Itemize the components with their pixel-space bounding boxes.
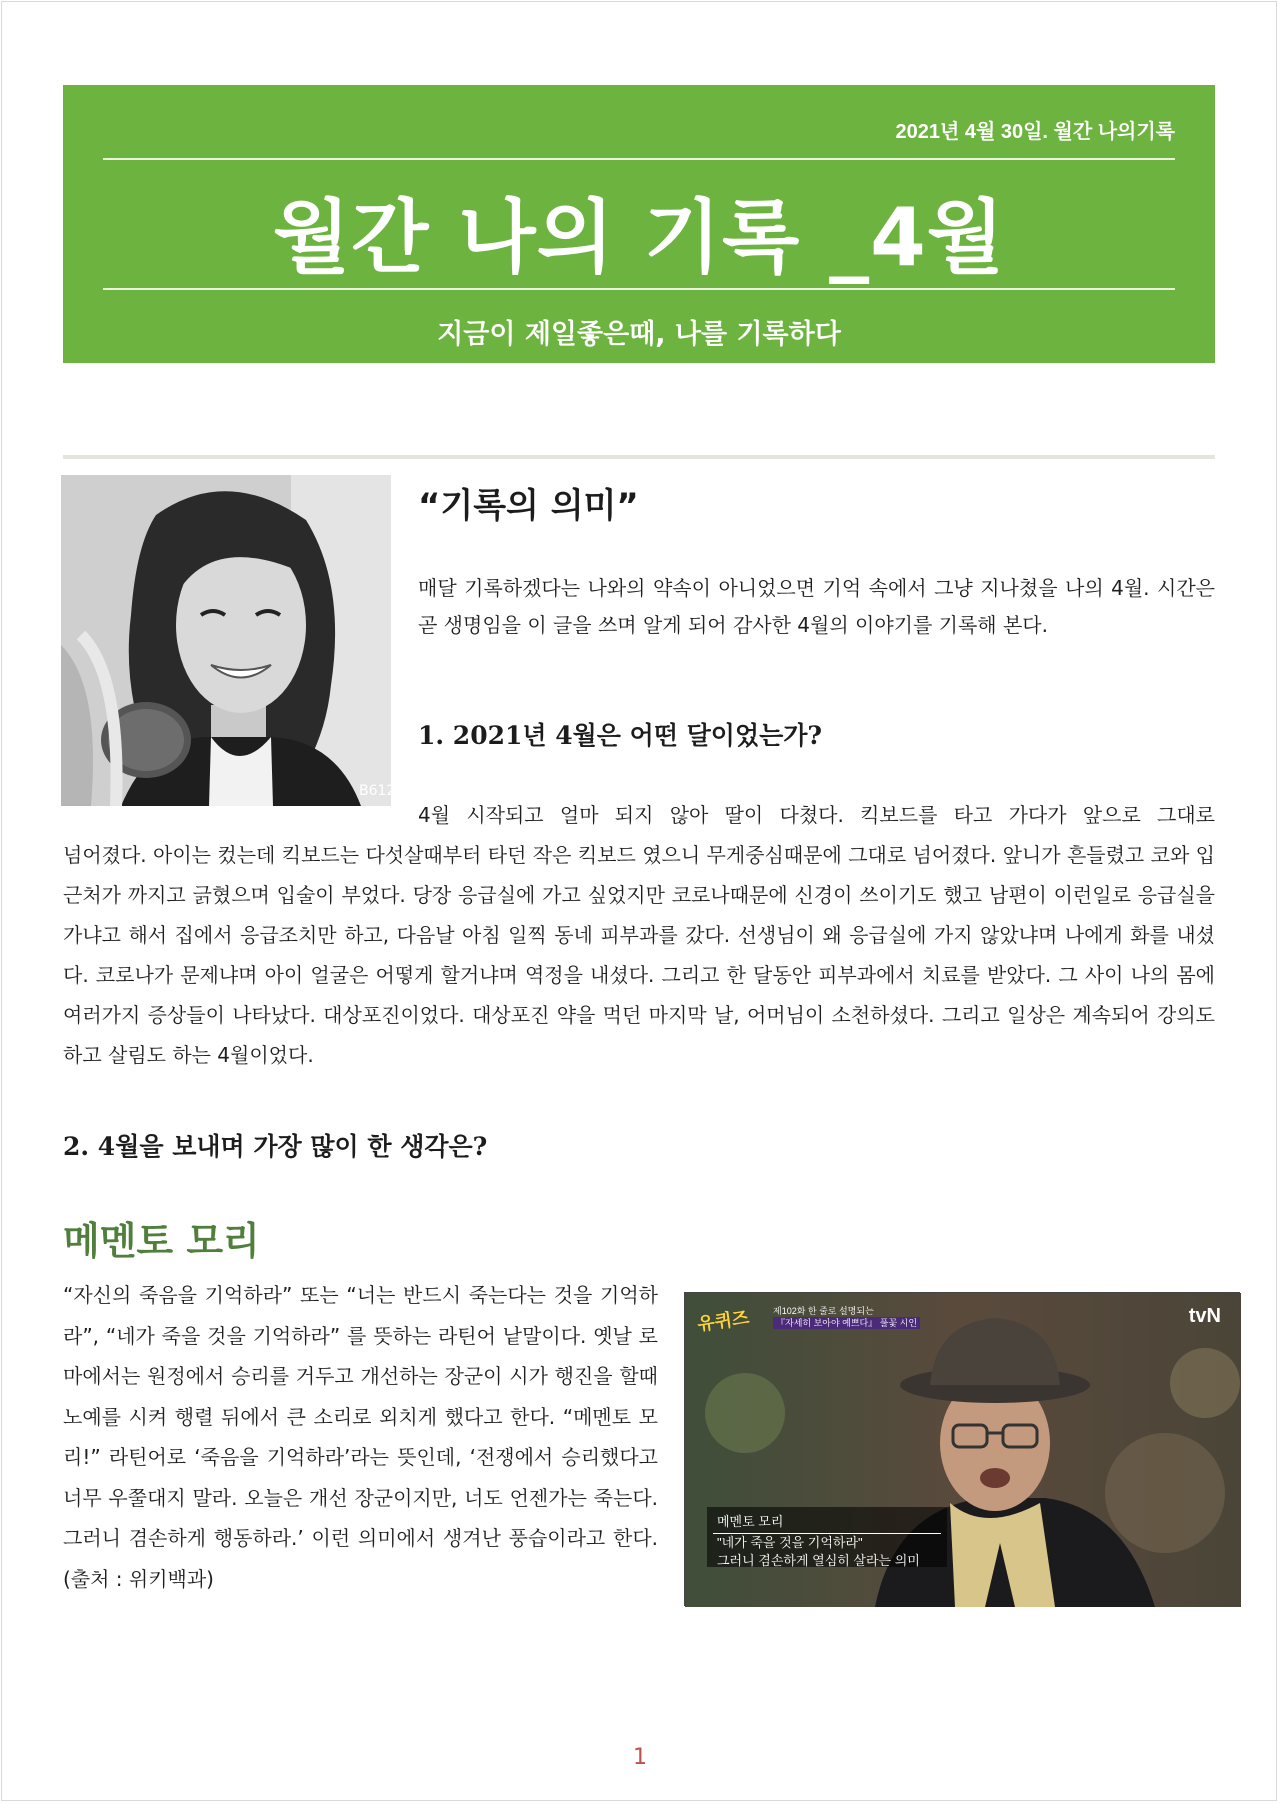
tv-caption-line1: "네가 죽을 것을 기억하라": [717, 1535, 863, 1550]
memento-title: 메멘토 모리: [63, 1219, 260, 1263]
question-2-heading: 2. 4월을 보내며 가장 많이 한 생각은?: [63, 1132, 488, 1161]
tv-channel-logo: tvN: [1188, 1305, 1221, 1327]
portrait-photo: [61, 475, 396, 806]
portrait-watermark: B612: [359, 783, 396, 799]
portrait-illustration: [61, 475, 396, 806]
tv-caption-line2: 그러니 겸손하게 열심히 살라는 의미: [717, 1553, 920, 1568]
header-banner: [63, 85, 1215, 363]
question-1-first-line: 4월 시작되고 얼마 되지 않아 딸이 다쳤다. 킥보드를 타고 가다가 앞으로 그대로: [418, 803, 1215, 827]
intro-paragraph: 매달 기록하겠다는 나와의 약속이 아니었으면 기억 속에서 그냥 지나쳤을 나의 4월. 시간은 곧 생명임을 이 글을 쓰며 알게 되어 감사한 4월의 이야기를 기록해 본다.: [418, 576, 1215, 637]
tv-show-logo: 유퀴즈: [696, 1307, 751, 1335]
page-number: 1: [633, 1745, 647, 1770]
tv-top-caption-line2: 『자세히 보아야 예쁘다』 풀꽃 시인: [773, 1317, 920, 1329]
page-title: 월간 나의 기록 _4월: [272, 191, 1006, 284]
question-1-paragraph: 넘어졌다. 아이는 컸는데 킥보드는 다섯살때부터 타던 작은 킥보드 였으니 무게중심때문에 그대로 넘어졌다. 앞니가 흔들렸고 코와 입근처가 까지고 긁혔으며 입술이 부었다. 당장 응급실에 가고 싶었지만 코로나때문에 신경이 쓰이기도 했고 남편이 이런일로 응급실을 가냐고 해서 집에서 응급조치만 하고, 다음날 아침 일찍 동네 피부과를 갔다. 선생님이 왜 응급실에 가지 않았냐며 나에게 화를 내셨다. 코로나가 문제냐며 아이 얼굴은 어떻게 할거냐며 역정을 내셨다. 그리고 한 달동안 피부과에서 치료를 받았다. 그 사이 나의 몸에 여러가지 증상들이 나타났다. 대상포진이었다. 대상포진 약을 먹던 마지막 날, 어머님이 소천하셨다. 그리고 일상은 계속되어 강의도 하고 살림도 하는 4월이었다.: [63, 843, 1215, 1067]
question-1-heading: 1. 2021년 4월은 어떤 달이었는가?: [418, 721, 823, 750]
tv-caption-title: 메멘토 모리: [713, 1511, 941, 1534]
tv-top-caption: [773, 1305, 923, 1329]
page-subtitle: 지금이 제일좋은때, 나를 기록하다: [437, 319, 841, 350]
header-date: 2021년 4월 30일. 월간 나의기록: [895, 121, 1175, 143]
tv-caption: [713, 1511, 941, 1570]
tv-screenshot: [684, 1292, 1240, 1606]
memento-paragraph: “자신의 죽음을 기억하라” 또는 “너는 반드시 죽는다는 것을 기억하라”, “네가 죽을 것을 기억하라” 를 뜻하는 라틴어 낱말이다. 옛날 로마에서는 원정에서 승리를 거두고 개선하는 장군이 시가 행진을 할때 노예를 시켜 행렬 뒤에서 큰 소리로 외치게 했다고 한다. “메멘토 모리!” 라틴어로 ‘죽음을 기억하라’라는 뜻인데, ‘전쟁에서 승리했다고 너무 우쭐대지 말라. 오늘은 개선 장군이지만, 너도 언젠가는 죽는다. 그러니 겸손하게 행동하라.’ 이런 의미에서 생겨난 풍습이라고 한다. (출처 : 위키백과): [63, 1283, 658, 1591]
section-heading: “기록의 의미”: [418, 486, 639, 526]
header-rule-top: [103, 158, 1175, 160]
section-divider: [63, 455, 1215, 459]
tv-top-caption-line1: 제102화 한 줄로 설명되는: [773, 1306, 874, 1316]
header-rule-bottom: [103, 288, 1175, 290]
